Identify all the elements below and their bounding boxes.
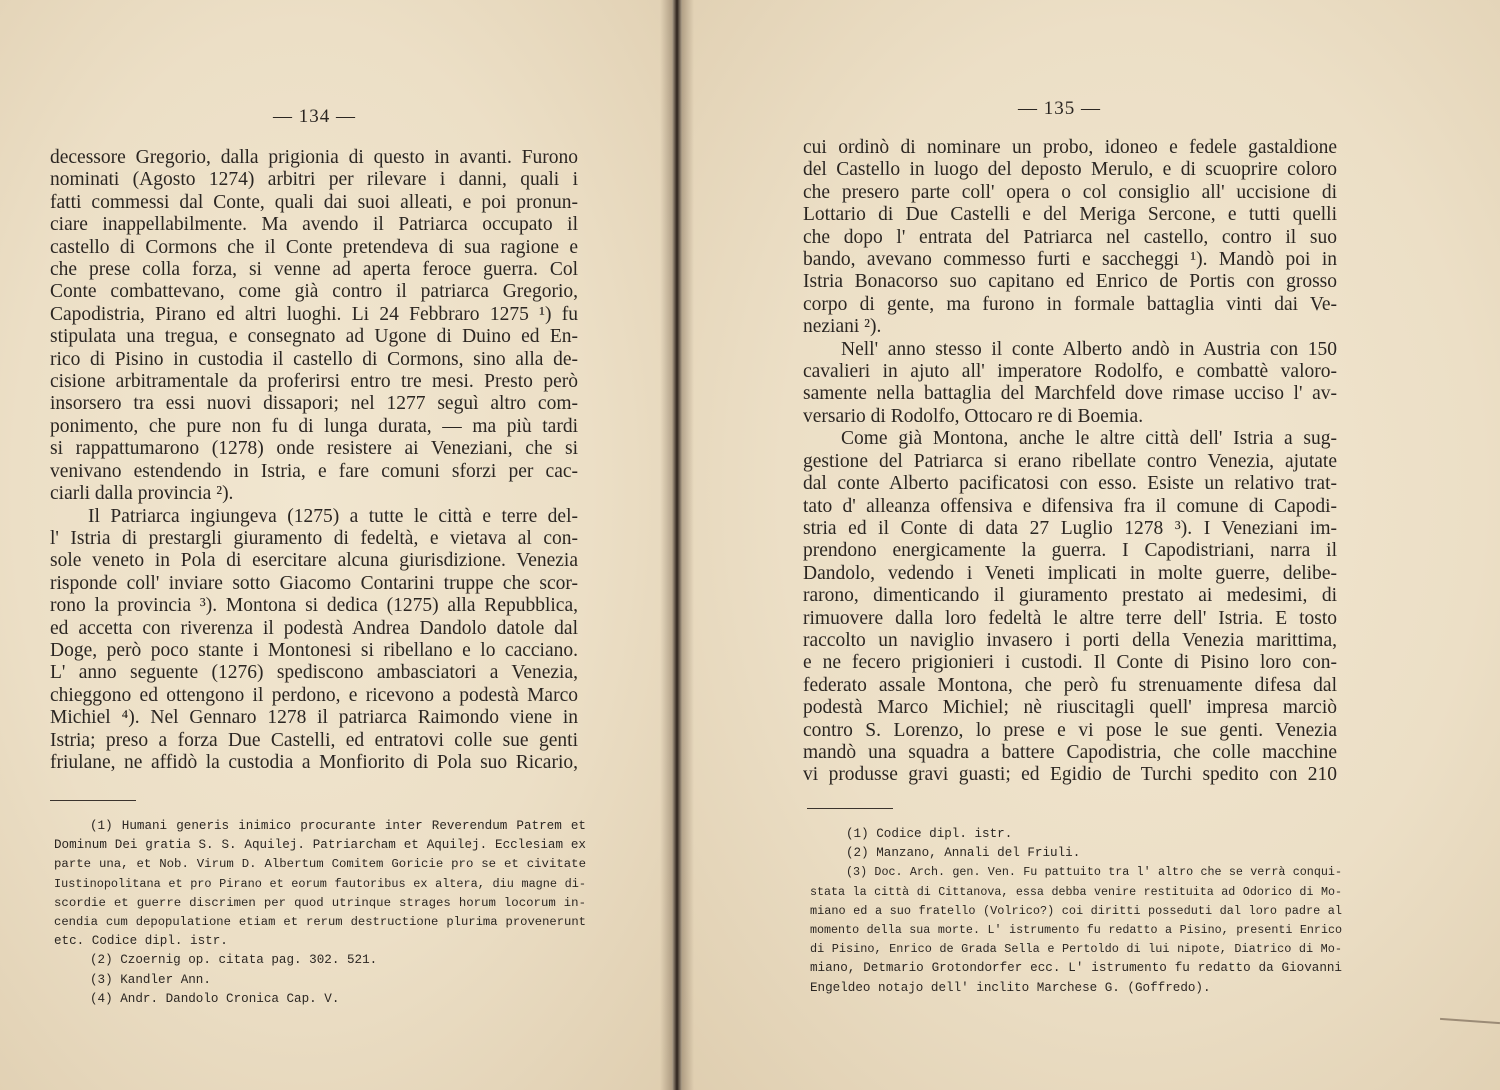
footnote-line: di Pisino, Enrico de Grada Sella e Pertoldo di lui nipote, Diatrico di Mo- xyxy=(810,942,1342,957)
page-number: — 135 — xyxy=(1018,98,1101,119)
footnote-line: Engeldeo notajo dell' inclito Marchese G. (Goffredo). xyxy=(810,980,1211,995)
text-line: Michiel ⁴). Nel Gennaro 1278 il patriarca Raimondo viene in xyxy=(50,707,578,729)
footnote-line: (4) Andr. Dandolo Cronica Cap. V. xyxy=(90,991,340,1006)
text-line: vi produsse gravi guasti; ed Egidio de Turchi spedito con 210 xyxy=(803,764,1337,786)
text-line: stria ed il Conte di data 27 Luglio 1278 ³). I Veneziani im- xyxy=(803,517,1337,539)
text-line: friulane, ne affidò la custodia a Monfiorito di Pola suo Ricario, xyxy=(50,751,578,773)
footnotes xyxy=(810,825,1342,998)
text-line: cui ordinò di nominare un probo, idoneo e fedele gastaldione xyxy=(803,137,1337,158)
text-line: ciarli dalla provincia ²). xyxy=(50,483,234,505)
footnote-line: stata la città di Cittanova, essa debba venire restituita ad Odorico di Mo- xyxy=(810,884,1342,899)
text-line: ed accetta con riverenza il podestà Andrea Dandolo datole dal xyxy=(50,617,578,639)
page-number: — 134 — xyxy=(273,106,356,127)
text-line: samente nella battaglia del Marchfeld dove rimase ucciso l' av- xyxy=(803,383,1337,405)
footnote-line: miano ed a suo fratello (Volrico?) coi diritti posseduti dal loro padre al xyxy=(810,903,1342,918)
text-line: Istria; preso a forza Due Castelli, ed entratovi colle sue genti xyxy=(50,729,578,751)
text-line: venivano estendendo in Istria, e fare comuni sforzi per cac- xyxy=(50,460,578,482)
text-line: si rappattumarono (1278) onde resistere ai Veneziani, che si xyxy=(50,438,578,460)
text-line: podestà Marco Michiel; nè riuscitagli quell' impresa marciò xyxy=(803,697,1337,719)
text-line: Il Patriarca ingiungeva (1275) a tutte le città e terre del- xyxy=(88,505,578,527)
footnote-line: etc. Codice dipl. istr. xyxy=(54,934,228,949)
text-line: raccolto un naviglio invasero i porti della Venezia marittima, xyxy=(803,629,1337,651)
text-line: versario di Rodolfo, Ottocaro re di Boemia. xyxy=(803,405,1144,427)
text-line: mandò una squadra a battere Capodistria, che colle macchine xyxy=(803,741,1337,763)
footnote-rule xyxy=(50,800,136,801)
body-text xyxy=(803,137,1337,787)
text-line: dal conte Alberto pacificatosi con esso. Esiste un relativo trat- xyxy=(803,473,1337,495)
footnote-line: scordie et guerre discrimen per quod utrinque strages horum locorum in- xyxy=(54,895,586,910)
text-line: tato d' alleanza offensiva e difensiva fra il comune di Capodi- xyxy=(803,495,1337,517)
footnote-line: Dominum Dei gratia S. S. Aquilej. Patriarcham et Aquilej. Ecclesiam ex xyxy=(54,838,586,853)
text-line: corpo di gente, ma furono in formale battaglia vinti dai Ve- xyxy=(803,293,1337,315)
footnote-line: Iustinopolitana et pro Pirano et eorum fautoribus ex altera, diu magne di- xyxy=(54,876,586,891)
text-line: Dandolo, vedendo i Veneti implicati in molte guerre, delibe- xyxy=(803,562,1337,584)
text-line: prendono energicamente la guerra. I Capodistriani, narra il xyxy=(803,540,1337,562)
footnote-line: (3) Kandler Ann. xyxy=(90,972,211,987)
text-line: Nell' anno stesso il conte Alberto andò in Austria con 150 xyxy=(841,338,1337,360)
left-page xyxy=(0,0,672,1090)
text-line: del Castello in luogo del deposto Merulo, e di scuoprire coloro xyxy=(803,159,1337,181)
footnote-line: miano, Detmario Grotondorfer ecc. L' istrumento fu redatto da Giovanni xyxy=(810,961,1342,976)
text-line: cavalieri in ajuto all' imperatore Rodolfo, e combattè valoro- xyxy=(803,361,1337,383)
text-line: federato assale Montona, che però fu strenuamente difesa dal xyxy=(803,674,1337,696)
text-line: L' anno seguente (1276) spediscono ambasciatori a Venezia, xyxy=(50,662,578,684)
footnote-line: (1) Codice dipl. istr. xyxy=(846,827,1013,841)
text-line: stipulata una tregua, e consegnato ad Ugone di Duino ed En- xyxy=(50,326,578,348)
text-line: rico di Pisino in custodia il castello di Cormons, sino alla de- xyxy=(50,348,578,370)
right-page xyxy=(682,0,1500,1090)
page-fold-mark xyxy=(1440,1018,1500,1024)
text-line: ponimento, che pure non fu di lunga durata, — ma più tardi xyxy=(50,415,578,437)
book-gutter xyxy=(660,0,694,1090)
text-line: l' Istria di prestargli giuramento di fedeltà, e vietava al con- xyxy=(50,527,578,549)
text-line: che dopo l' entrata del Patriarca nel castello, contro il suo xyxy=(803,226,1337,248)
footnote-line: (2) Manzano, Annali del Friuli. xyxy=(846,846,1081,861)
text-line: nominati (Agosto 1274) arbitri per rilevare i danni, quali i xyxy=(50,169,578,191)
footnote-line: (1) Humani generis inimico procurante inter Reverendum Patrem et xyxy=(90,819,586,833)
text-line: Lottario di Due Castelli e del Meriga Sercone, e tutti quelli xyxy=(803,204,1337,226)
text-line: sole veneto in Pola di esercitare alcuna giurisdizione. Venezia xyxy=(50,550,578,572)
text-line: gestione del Patriarca si erano ribellate contro Venezia, ajutate xyxy=(803,450,1337,472)
text-line: risponde coll' inviare sotto Giacomo Contarini truppe che scor- xyxy=(50,572,578,594)
body-text xyxy=(50,147,578,774)
text-line: contro S. Lorenzo, lo prese e vi pose le sue genti. Venezia xyxy=(803,719,1337,741)
text-line: bando, avevano commesso furti e saccheggi ¹). Mandò poi in xyxy=(803,249,1337,271)
footnote-line: (2) Czoernig op. citata pag. 302. 521. xyxy=(90,953,378,968)
footnote-line: parte una, et Nob. Virum D. Albertum Comitem Goricie pro se et civitate xyxy=(54,857,586,872)
text-line: Capodistria, Pirano ed altri luoghi. Li 24 Febbraro 1275 ¹) fu xyxy=(50,303,578,325)
text-line: Come già Montona, anche le altre città dell' Istria a sug- xyxy=(841,428,1337,450)
text-line: e ne fecero prigionieri i custodi. Il Conte di Pisino loro con- xyxy=(803,652,1337,674)
text-line: decessore Gregorio, dalla prigionia di questo in avanti. Furono xyxy=(50,147,578,168)
text-line: fatti commessi dal Conte, quali dai suoi alleati, e poi pronun- xyxy=(50,191,578,213)
text-line: castello di Cormons che il Conte pretendeva di sua ragione e xyxy=(50,236,578,258)
text-line: Doge, però poco stante i Montonesi si ribellano e lo cacciano. xyxy=(50,639,578,661)
footnotes xyxy=(54,817,586,1009)
text-line: neziani ²). xyxy=(803,316,882,338)
footnote-line: cendia cum depopulatione etiam et rerum destructione plurima provenerunt xyxy=(54,915,586,930)
text-line: che presero parte coll' opera o col consiglio all' uccisione di xyxy=(803,181,1337,203)
footnote-rule xyxy=(807,808,893,809)
text-line: insorsero tra essi nuovi dissapori; nel 1277 seguì altro com- xyxy=(50,393,578,415)
text-line: che prese colla forza, si venne ad aperta feroce guerra. Col xyxy=(50,259,578,281)
text-line: rono la provincia ³). Montona si dedica (1275) alla Repubblica, xyxy=(50,595,578,617)
text-line: Conte combattevano, come già contro il patriarca Gregorio, xyxy=(50,281,578,303)
text-line: rimuovere dalla loro fedeltà le altre terre dell' Istria. E tosto xyxy=(803,607,1337,629)
text-line: rarono, dimenticando il giuramento prestato ai medesimi, di xyxy=(803,585,1337,607)
footnote-line: (3) Doc. Arch. gen. Ven. Fu pattuito tra l' altro che se verrà conqui- xyxy=(846,865,1342,880)
text-line: chieggono ed ottengono il perdono, e ricevono a podestà Marco xyxy=(50,684,578,706)
text-line: cisione arbitramentale da proferirsi entro tre mesi. Presto però xyxy=(50,371,578,393)
footnote-line: momento della sua morte. L' istrumento fu redatto a Pisino, presenti Enrico xyxy=(810,923,1342,938)
text-line: ciare inappellabilmente. Ma avendo il Patriarca occupato il xyxy=(50,214,578,236)
text-line: Istria Bonacorso suo capitano ed Enrico de Portis con grosso xyxy=(803,271,1337,293)
